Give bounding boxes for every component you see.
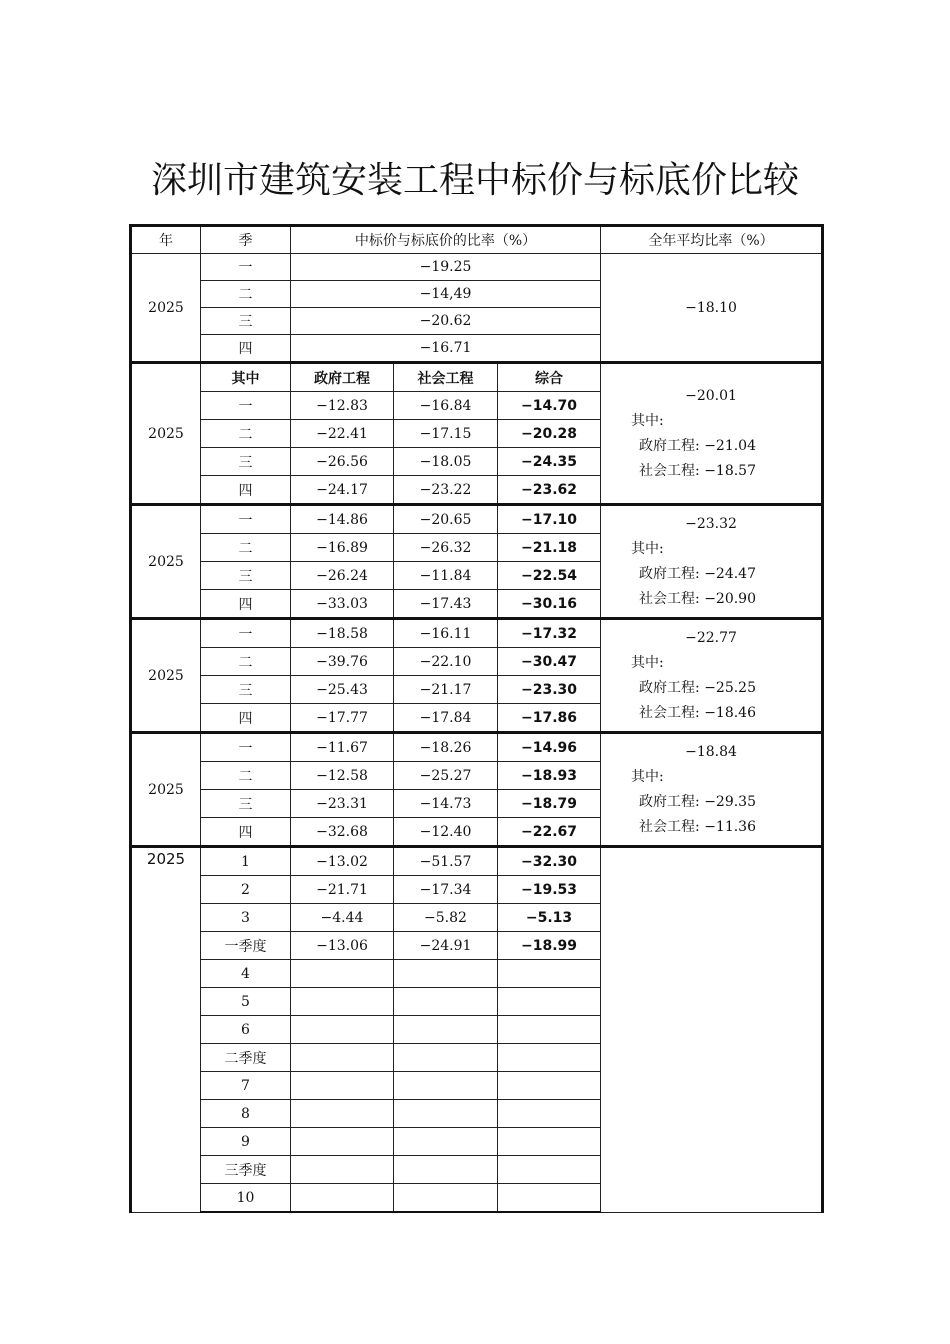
gov-cell	[291, 1100, 394, 1128]
total-cell: −24.35	[498, 448, 601, 476]
total-cell: −17.86	[498, 704, 601, 733]
annual-cell	[601, 733, 823, 847]
comparison-table	[129, 224, 824, 1213]
total-cell: −17.32	[498, 619, 601, 648]
annual-cell-empty	[601, 847, 823, 1213]
quarter-cell: 二	[201, 648, 291, 676]
total-cell	[498, 1016, 601, 1044]
ratio-cell: −14,49	[291, 281, 601, 308]
annual-cell	[601, 363, 823, 505]
soc-cell: −51.57	[394, 847, 498, 876]
quarter-cell: 三	[201, 308, 291, 335]
quarter-cell: 四	[201, 818, 291, 847]
quarter-cell: 二	[201, 534, 291, 562]
quarter-cell: 一	[201, 619, 291, 648]
table-row	[131, 254, 823, 281]
annual-total: −23.32	[685, 515, 737, 532]
annual-gov-value: −24.47	[704, 565, 756, 582]
subheader-total: 综合	[498, 363, 601, 392]
soc-cell: −26.32	[394, 534, 498, 562]
gov-cell: −26.56	[291, 448, 394, 476]
period-cell: 7	[201, 1072, 291, 1100]
soc-cell	[394, 1128, 498, 1156]
gov-cell: −33.03	[291, 590, 394, 619]
ratio-cell: −16.71	[291, 335, 601, 363]
gov-cell: −16.89	[291, 534, 394, 562]
period-cell: 8	[201, 1100, 291, 1128]
year-cell: 2025	[131, 619, 201, 733]
total-cell	[498, 960, 601, 988]
quarter-cell: 三	[201, 676, 291, 704]
annual-gov-label: 政府工程:	[639, 679, 700, 696]
annual-cell	[601, 505, 823, 619]
soc-cell	[394, 1100, 498, 1128]
gov-cell	[291, 1156, 394, 1184]
quarter-cell: 一	[201, 505, 291, 534]
gov-cell	[291, 1072, 394, 1100]
period-cell: 6	[201, 1016, 291, 1044]
annual-cell: −18.10	[601, 254, 823, 363]
soc-cell	[394, 1016, 498, 1044]
gov-cell	[291, 988, 394, 1016]
soc-cell: −16.11	[394, 619, 498, 648]
total-cell	[498, 1156, 601, 1184]
annual-gov	[631, 434, 821, 459]
header-year: 年	[131, 226, 201, 254]
soc-cell	[394, 988, 498, 1016]
table-row	[131, 847, 823, 876]
quarter-cell: 四	[201, 476, 291, 505]
year-cell: 2025	[131, 254, 201, 363]
annual-gov-label: 政府工程:	[639, 793, 700, 810]
quarter-cell: 二	[201, 420, 291, 448]
total-cell: −18.93	[498, 762, 601, 790]
soc-cell	[394, 1184, 498, 1213]
soc-cell: −17.34	[394, 876, 498, 904]
annual-soc-value: −20.90	[704, 590, 756, 607]
total-cell: −17.10	[498, 505, 601, 534]
total-cell: −30.16	[498, 590, 601, 619]
gov-cell: −21.71	[291, 876, 394, 904]
soc-cell: −5.82	[394, 904, 498, 932]
total-cell: −20.28	[498, 420, 601, 448]
annual-soc	[631, 587, 821, 612]
total-cell: −14.96	[498, 733, 601, 762]
soc-cell: −14.73	[394, 790, 498, 818]
table-row	[131, 619, 823, 648]
annual-gov-label: 政府工程:	[639, 565, 700, 582]
gov-cell: −17.77	[291, 704, 394, 733]
subheader-label: 其中	[201, 363, 291, 392]
total-cell	[498, 988, 601, 1016]
gov-cell	[291, 1016, 394, 1044]
annual-soc-value: −11.36	[704, 818, 756, 835]
annual-gov-value: −25.25	[704, 679, 756, 696]
annual-soc	[631, 815, 821, 840]
quarter-cell: 一	[201, 733, 291, 762]
annual-soc	[631, 459, 821, 484]
gov-cell: −13.06	[291, 932, 394, 960]
period-cell: 三季度	[201, 1156, 291, 1184]
soc-cell: −18.26	[394, 733, 498, 762]
annual-soc-value: −18.46	[704, 704, 756, 721]
annual-cell	[601, 619, 823, 733]
header-annual: 全年平均比率（%）	[601, 226, 823, 254]
total-cell: −22.67	[498, 818, 601, 847]
gov-cell: −4.44	[291, 904, 394, 932]
quarter-cell: 一	[201, 392, 291, 420]
total-cell: −21.18	[498, 534, 601, 562]
table-row	[131, 505, 823, 534]
annual-among-label: 其中:	[631, 768, 664, 785]
annual-soc-value: −18.57	[704, 462, 756, 479]
quarter-cell: 四	[201, 590, 291, 619]
soc-cell: −17.84	[394, 704, 498, 733]
year-cell: 2025	[131, 847, 201, 1213]
total-cell	[498, 1044, 601, 1072]
period-cell: 9	[201, 1128, 291, 1156]
annual-gov	[631, 562, 821, 587]
subheader-row	[131, 363, 823, 392]
gov-cell: −14.86	[291, 505, 394, 534]
gov-cell	[291, 1044, 394, 1072]
soc-cell: −20.65	[394, 505, 498, 534]
gov-cell	[291, 1184, 394, 1213]
gov-cell: −12.58	[291, 762, 394, 790]
annual-gov-value: −21.04	[704, 437, 756, 454]
soc-cell: −17.15	[394, 420, 498, 448]
total-cell: −18.99	[498, 932, 601, 960]
period-cell: 二季度	[201, 1044, 291, 1072]
year-cell: 2025	[131, 363, 201, 505]
soc-cell: −16.84	[394, 392, 498, 420]
soc-cell: −21.17	[394, 676, 498, 704]
soc-cell: −22.10	[394, 648, 498, 676]
quarter-cell: 四	[201, 704, 291, 733]
soc-cell: −17.43	[394, 590, 498, 619]
total-cell: −19.53	[498, 876, 601, 904]
total-cell: −14.70	[498, 392, 601, 420]
annual-among-label: 其中:	[631, 540, 664, 557]
period-cell: 4	[201, 960, 291, 988]
quarter-cell: 一	[201, 254, 291, 281]
gov-cell: −25.43	[291, 676, 394, 704]
annual-gov	[631, 676, 821, 701]
period-cell: 一季度	[201, 932, 291, 960]
subheader-gov: 政府工程	[291, 363, 394, 392]
annual-among-label: 其中:	[631, 654, 664, 671]
soc-cell: −23.22	[394, 476, 498, 505]
total-cell: −30.47	[498, 648, 601, 676]
gov-cell: −26.24	[291, 562, 394, 590]
gov-cell: −11.67	[291, 733, 394, 762]
annual-among-label: 其中:	[631, 412, 664, 429]
period-cell: 3	[201, 904, 291, 932]
annual-gov	[631, 790, 821, 815]
year-cell: 2025	[131, 733, 201, 847]
period-cell: 2	[201, 876, 291, 904]
total-cell: −18.79	[498, 790, 601, 818]
gov-cell	[291, 960, 394, 988]
quarter-cell: 三	[201, 562, 291, 590]
quarter-cell: 三	[201, 448, 291, 476]
annual-soc-label: 社会工程:	[639, 590, 700, 607]
soc-cell: −12.40	[394, 818, 498, 847]
period-cell: 1	[201, 847, 291, 876]
total-cell: −23.62	[498, 476, 601, 505]
gov-cell: −12.83	[291, 392, 394, 420]
quarter-cell: 二	[201, 762, 291, 790]
quarter-cell: 四	[201, 335, 291, 363]
gov-cell: −32.68	[291, 818, 394, 847]
soc-cell	[394, 1044, 498, 1072]
soc-cell: −25.27	[394, 762, 498, 790]
total-cell	[498, 1072, 601, 1100]
quarter-cell: 三	[201, 790, 291, 818]
annual-soc-label: 社会工程:	[639, 818, 700, 835]
annual-total: −20.01	[685, 387, 737, 404]
ratio-cell: −19.25	[291, 254, 601, 281]
soc-cell	[394, 1072, 498, 1100]
soc-cell: −11.84	[394, 562, 498, 590]
gov-cell: −22.41	[291, 420, 394, 448]
total-cell: −5.13	[498, 904, 601, 932]
gov-cell: −13.02	[291, 847, 394, 876]
gov-cell: −23.31	[291, 790, 394, 818]
annual-gov-label: 政府工程:	[639, 437, 700, 454]
total-cell	[498, 1100, 601, 1128]
soc-cell	[394, 1156, 498, 1184]
header-quarter: 季	[201, 226, 291, 254]
header-ratio: 中标价与标底价的比率（%）	[291, 226, 601, 254]
total-cell	[498, 1128, 601, 1156]
total-cell	[498, 1184, 601, 1213]
gov-cell	[291, 1128, 394, 1156]
gov-cell: −24.17	[291, 476, 394, 505]
header-row	[131, 226, 823, 254]
total-cell: −23.30	[498, 676, 601, 704]
gov-cell: −39.76	[291, 648, 394, 676]
page-title: 深圳市建筑安装工程中标价与标底价比较	[150, 160, 799, 201]
period-cell: 5	[201, 988, 291, 1016]
gov-cell: −18.58	[291, 619, 394, 648]
annual-gov-value: −29.35	[704, 793, 756, 810]
ratio-cell: −20.62	[291, 308, 601, 335]
annual-total: −22.77	[685, 629, 737, 646]
annual-soc-label: 社会工程:	[639, 462, 700, 479]
year-cell: 2025	[131, 505, 201, 619]
soc-cell: −18.05	[394, 448, 498, 476]
table-row	[131, 733, 823, 762]
annual-total: −18.84	[685, 743, 737, 760]
annual-soc	[631, 701, 821, 726]
subheader-soc: 社会工程	[394, 363, 498, 392]
total-cell: −22.54	[498, 562, 601, 590]
annual-soc-label: 社会工程:	[639, 704, 700, 721]
soc-cell	[394, 960, 498, 988]
total-cell: −32.30	[498, 847, 601, 876]
period-cell: 10	[201, 1184, 291, 1213]
soc-cell: −24.91	[394, 932, 498, 960]
quarter-cell: 二	[201, 281, 291, 308]
